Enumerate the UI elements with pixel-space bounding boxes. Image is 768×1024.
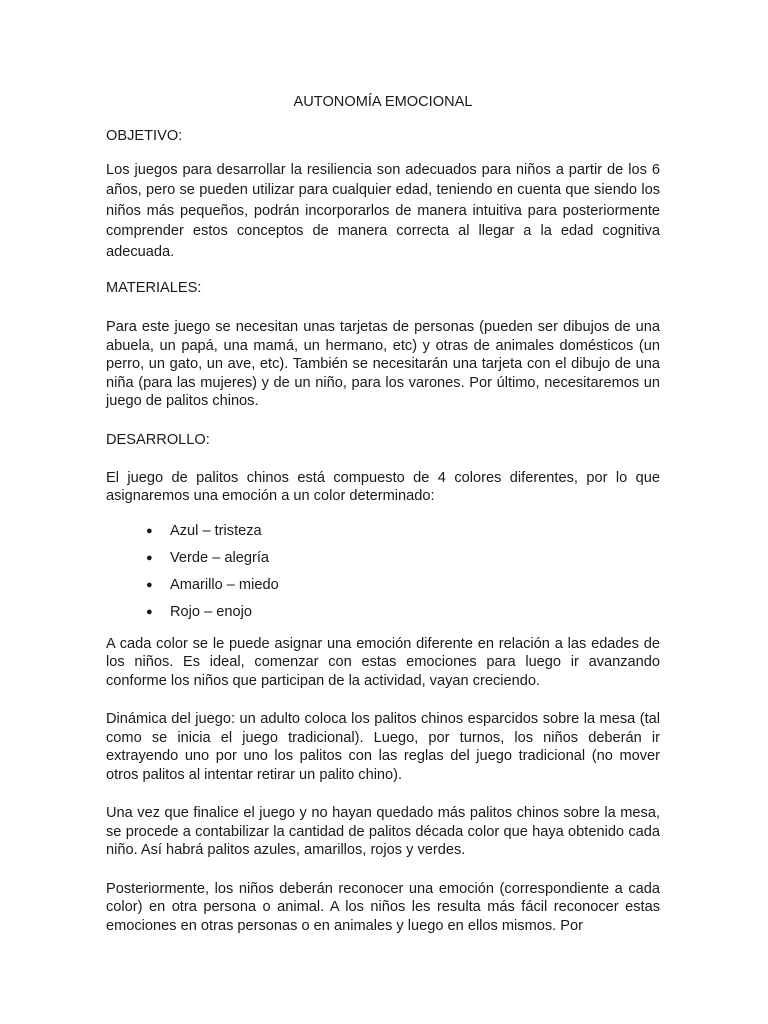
bullet-icon: ●	[146, 605, 153, 618]
document-title: AUTONOMÍA EMOCIONAL	[293, 94, 473, 110]
list-item-label: Amarillo – miedo	[170, 576, 279, 593]
bullet-icon: ●	[146, 578, 153, 591]
recognize-paragraph: Posteriormente, los niños deberán reconocer una emoción (correspondiente a cada color) en otra persona o animal. A los niños les resulta más fácil reconocer estas emociones en otras personas o en animales y luego en ellos mismos. Por	[106, 880, 660, 934]
objective-heading: OBJETIVO:	[106, 128, 183, 144]
list-item	[106, 521, 660, 548]
list-item-label: Rojo – enojo	[170, 603, 252, 620]
bullet-icon: ●	[146, 524, 153, 537]
list-item-label: Azul – tristeza	[170, 522, 262, 539]
list-item	[106, 602, 660, 629]
bullet-icon: ●	[146, 551, 153, 564]
ages-paragraph: A cada color se le puede asignar una emoción diferente en relación a las edades de los niños. Es ideal, comenzar con estas emociones para luego ir avanzando conforme los niños que participan de la actividad, vayan creciendo.	[106, 635, 660, 689]
list-item-label: Verde – alegría	[170, 549, 269, 566]
document-page	[106, 92, 660, 935]
materials-paragraph: Para este juego se necesitan unas tarjetas de personas (pueden ser dibujos de una abuela, un papá, una mamá, un hermano, etc) y otras de animales domésticos (un perro, un gato, un ave, etc). También se necesitarán una tarjeta con el dibujo de una niña (para las mujeres) y de un niño, para los varones. Por último, necesitaremos un juego de palitos chinos.	[106, 319, 660, 410]
materials-heading: MATERIALES:	[106, 280, 202, 297]
count-paragraph: Una vez que finalice el juego y no hayan quedado más palitos chinos sobre la mesa, se procede a contabilizar la cantidad de palitos década color que haya obtenido cada niño. Así habrá palitos azules, amarillos, rojos y verdes.	[106, 805, 660, 859]
list-item	[106, 548, 660, 575]
dynamics-paragraph: Dinámica del juego: un adulto coloca los palitos chinos esparcidos sobre la mesa (tal como se inicia el juego tradicional). Luego, por turnos, los niños deberán ir extrayendo uno por uno los palitos con las reglas del juego tradicional (no mover otros palitos al intentar retirar un palito chino).	[106, 711, 660, 783]
color-emotion-list	[106, 521, 660, 629]
objective-paragraph: Los juegos para desarrollar la resiliencia son adecuados para niños a partir de los 6 años, pero se pueden utilizar para cualquier edad, teniendo en cuenta que siendo los niños más pequeños, podrán incorporarlos de manera intuitiva para posteriormente comprender estos conceptos de manera correcta al llegar a la edad cognitiva adecuada.	[106, 162, 660, 260]
development-heading: DESARROLLO:	[106, 431, 210, 448]
development-intro-paragraph: El juego de palitos chinos está compuesto de 4 colores diferentes, por lo que asignaremos una emoción a un color determinado:	[106, 469, 660, 505]
list-item	[106, 575, 660, 602]
